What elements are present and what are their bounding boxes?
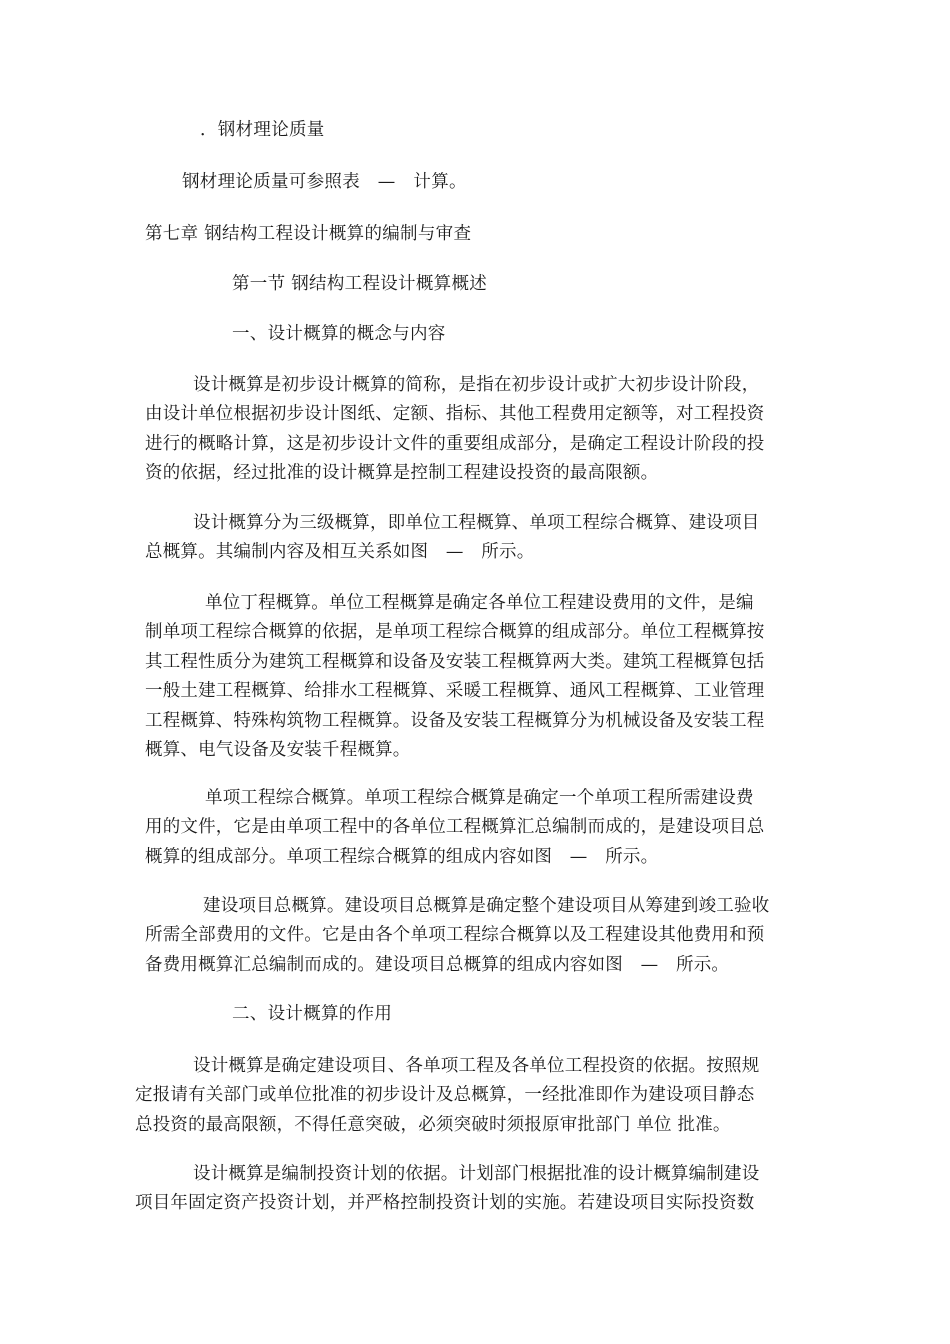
text-line: 概算、电气设备及安装千程概算。: [145, 740, 411, 761]
text-line: 用的文件，它是由单项工程中的各单位工程概算汇总编制而成的，是建设项目总: [145, 817, 765, 838]
section-title: 第一节 钢结构工程设计概算概述: [232, 274, 488, 294]
text-line: 总概算。其编制内容及相互关系如图 — 所示。: [145, 542, 535, 563]
subsection-title-function: 二、设计概算的作用: [232, 1004, 393, 1024]
text-line: 工程概算、特殊构筑物工程概算。设备及安装工程概算分为机械设备及安装工程: [145, 710, 765, 731]
text-line: 单项工程综合概算。单项工程综合概算是确定一个单项工程所需建设费: [205, 788, 754, 808]
text-line: 设计概算是确定建设项目、各单项工程及各单位工程投资的依据。按照规: [193, 1056, 760, 1076]
paragraph-project-total-estimate: [145, 892, 810, 980]
chapter-title: 第七章 钢结构工程设计概算的编制与审查: [145, 224, 472, 244]
text-line: 所需全部费用的文件。它是由各个单项工程综合概算以及工程建设其他费用和预: [145, 925, 765, 946]
text-line: 项目年固定资产投资计划，并严格控制投资计划的实施。若建设项目实际投资数: [135, 1193, 755, 1214]
text-line: 设计概算分为三级概算，即单位工程概算、单项工程综合概算、建设项目: [193, 513, 760, 533]
text-line: 一般土建工程概算、给排水工程概算、采暖工程概算、通风工程概算、工业管理: [145, 681, 765, 702]
text-line: 概算的组成部分。单项工程综合概算的组成内容如图 — 所示。: [145, 846, 659, 867]
text-line: 建设项目总概算。建设项目总概算是确定整个建设项目从筹建到竣工验收: [203, 896, 770, 916]
paragraph-definition: [145, 371, 810, 489]
text-line: 资的依据，经过批准的设计概算是控制工程建设投资的最高限额。: [145, 463, 659, 484]
text-line: 设计概算是初步设计概算的简称，是指在初步设计或扩大初步设计阶段，: [193, 375, 760, 395]
steel-weight-note: 钢材理论质量可参照表 — 计算。: [182, 172, 467, 192]
text-line: 单位丁程概算。单位工程概算是确定各单位工程建设费用的文件，是编: [205, 593, 754, 613]
paragraph-unit-estimate: [145, 589, 810, 765]
paragraph-investment-plan: [135, 1160, 800, 1219]
text-line: 设计概算是编制投资计划的依据。计划部门根据批准的设计概算编制建设: [193, 1164, 760, 1184]
text-line: 定报请有关部门或单位批准的初步设计及总概算，一经批准即作为建设项目静态: [135, 1085, 755, 1106]
text-line: 总投资的最高限额，不得任意突破，必须突破时须报原审批部门 单位 批准。: [135, 1114, 731, 1135]
text-line: 备费用概算汇总编制而成的。建设项目总概算的组成内容如图 — 所示。: [145, 954, 730, 975]
paragraph-investment-basis: [135, 1052, 800, 1140]
text-line: 制单项工程综合概算的依据，是单项工程综合概算的组成部分。单位工程概算按: [145, 622, 765, 643]
subsection-title-concept: 一、设计概算的概念与内容: [232, 324, 446, 344]
text-line: 进行的概略计算，这是初步设计文件的重要组成部分，是确定工程设计阶段的投: [145, 433, 765, 454]
item-heading-steel-weight: ．钢材理论质量: [200, 120, 325, 140]
paragraph-single-item-estimate: [145, 784, 810, 872]
paragraph-three-levels: [145, 509, 810, 568]
text-line: 其工程性质分为建筑工程概算和设备及安装工程概算两大类。建筑工程概算包括: [145, 651, 765, 672]
text-line: 由设计单位根据初步设计图纸、定额、指标、其他工程费用定额等，对工程投资: [145, 404, 765, 425]
